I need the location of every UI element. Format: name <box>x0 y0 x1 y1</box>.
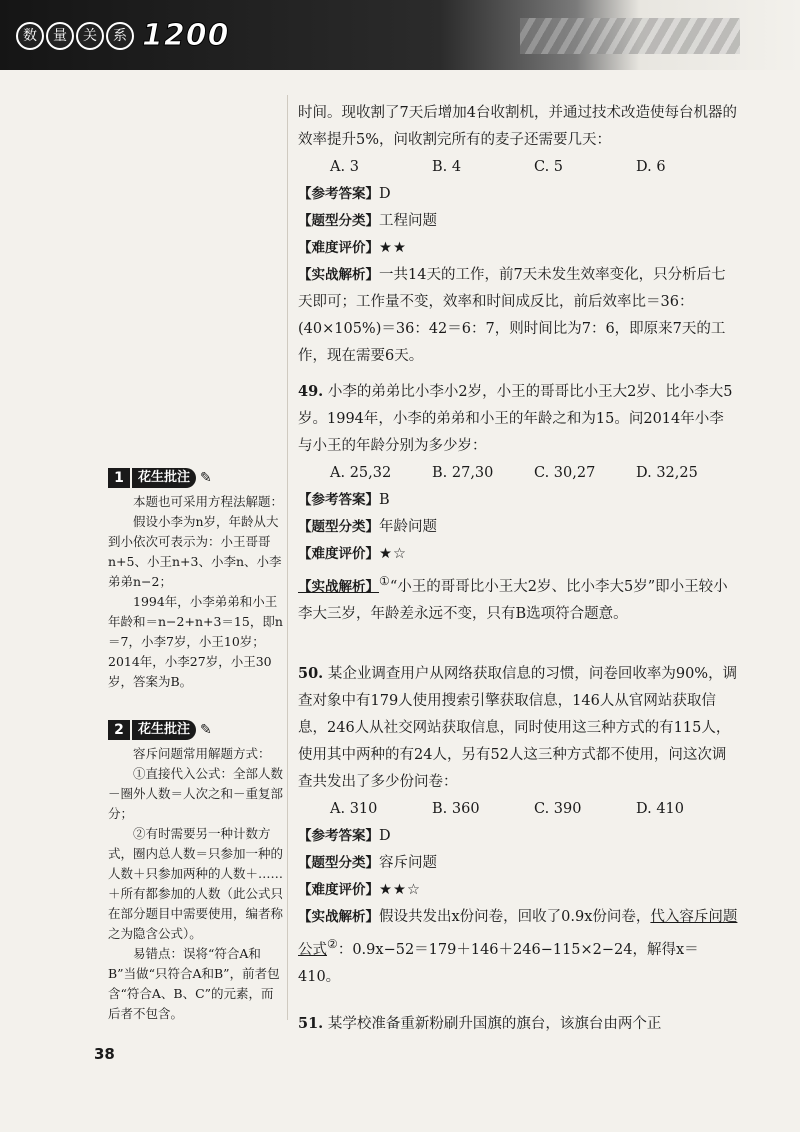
brand-char: 系 <box>106 22 134 50</box>
answer-value: D <box>379 186 391 202</box>
analysis-text: ：0.9x−52＝179＋146＋246−115×2−24，解得x＝410。 <box>298 941 699 985</box>
options-row <box>298 796 738 823</box>
option: B. 4 <box>432 159 462 175</box>
question-number: 50. <box>298 665 324 682</box>
note-line: ②有时需要另一种计数方式，圈内总人数＝只参加一种的人数＋只参加两种的人数＋……＋所有都参加的人数（此公式只在部分题目中需要使用，编者称之为隐含公式）。 <box>108 826 284 941</box>
answer-row <box>298 487 738 514</box>
difficulty-row <box>298 541 738 568</box>
question-48 <box>298 100 738 370</box>
note-reference-mark: ② <box>327 937 338 951</box>
note-line: ①直接代入公式：全部人数－圈外人数＝人次之和－重复部分； <box>108 766 284 821</box>
column-divider <box>287 95 288 1020</box>
note-reference-mark: ① <box>379 574 390 588</box>
difficulty-row <box>298 235 738 262</box>
option: D. 6 <box>636 159 666 175</box>
category-row <box>298 208 738 235</box>
options-row <box>298 460 738 487</box>
analysis-row <box>298 262 738 370</box>
note-text <box>108 492 283 692</box>
note-label: 花生批注 <box>132 468 196 488</box>
brand-char: 关 <box>76 22 104 50</box>
category-label: 【题型分类】 <box>298 519 379 535</box>
option: C. 390 <box>534 801 582 817</box>
note-line: 容斥问题常用解题方式： <box>133 746 271 761</box>
question-stem: 某学校准备重新粉刷升国旗的旗台，该旗台由两个正 <box>327 1016 662 1032</box>
brand-char: 数 <box>16 22 44 50</box>
option: A. 3 <box>330 159 359 175</box>
question-stem-row <box>298 660 738 796</box>
category-value: 年龄问题 <box>379 519 437 535</box>
sidebar-note-2 <box>108 720 283 1024</box>
question-50 <box>298 660 738 991</box>
note-text <box>108 744 283 1024</box>
category-label: 【题型分类】 <box>298 855 379 871</box>
note-line: 本题也可采用方程法解题： <box>133 494 284 509</box>
difficulty-stars: ★☆ <box>379 546 407 562</box>
brand-number: 1200 <box>142 18 230 53</box>
question-number: 49. <box>298 383 324 400</box>
analysis-text: 假设共发出x份问卷，回收了0.9x份问卷， <box>379 909 651 925</box>
question-stem-row <box>298 378 738 460</box>
answer-label: 【参考答案】 <box>298 186 379 202</box>
category-row <box>298 514 738 541</box>
analysis-label: 【实战解析】 <box>298 267 379 283</box>
formula-link-text: 代入容斥问题公式 <box>298 909 738 958</box>
option: D. 32,25 <box>636 465 698 481</box>
option: A. 25,32 <box>330 465 392 481</box>
difficulty-stars: ★★☆ <box>379 882 421 898</box>
category-value: 容斥问题 <box>379 855 437 871</box>
category-value: 工程问题 <box>379 213 437 229</box>
answer-label: 【参考答案】 <box>298 828 379 844</box>
answer-value: B <box>379 492 390 508</box>
question-number: 51. <box>298 1015 324 1032</box>
answer-value: D <box>379 828 391 844</box>
question-stem: 时间。现收割了7天后增加4台收割机，并通过技术改造使每台机器的效率提升5%，问收割完所有的麦子还需要几天： <box>298 105 737 148</box>
note-label: 花生批注 <box>132 720 196 740</box>
note-title <box>108 720 283 740</box>
option: B. 27,30 <box>432 465 494 481</box>
note-number-badge: 1 <box>108 468 130 488</box>
analysis-row <box>298 568 738 628</box>
question-stem: 某企业调查用户从网络获取信息的习惯，问卷回收率为90%，调查对象中有179人使用搜索引擎获取信息，146人从官网站获取信息，246人从社交网站获取信息，同时使用这三种方式的有115人，使用其中两种的有24人，另有52人这三种方式都不使用，问这次调查共发出了多少份问卷： <box>298 666 738 790</box>
difficulty-label: 【难度评价】 <box>298 882 379 898</box>
brand-char: 量 <box>46 22 74 50</box>
analysis-text: “小王的哥哥比小王大2岁、比小李大5岁”即小王较小李大三岁，年龄差永远不变，只有B选项符合题意。 <box>298 578 728 622</box>
book-brand <box>16 18 230 53</box>
page-number: 38 <box>94 1045 115 1063</box>
answer-row <box>298 823 738 850</box>
question-stem-row <box>298 1010 738 1038</box>
sidebar-note-1 <box>108 468 283 692</box>
note-title <box>108 468 283 488</box>
difficulty-label: 【难度评价】 <box>298 546 379 562</box>
analysis-row <box>298 904 738 991</box>
option: D. 410 <box>636 801 685 817</box>
question-stem: 小李的弟弟比小李小2岁，小王的哥哥比小王大2岁、比小李大5岁。1994年，小李的弟弟和小王的年龄之和为15。问2014年小李与小王的年龄分别为多少岁： <box>298 384 733 454</box>
option: C. 30,27 <box>534 465 596 481</box>
option: C. 5 <box>534 159 564 175</box>
answer-label: 【参考答案】 <box>298 492 379 508</box>
difficulty-stars: ★★ <box>379 240 407 256</box>
category-row <box>298 850 738 877</box>
analysis-label: 【实战解析】 <box>298 578 379 595</box>
note-line: 易错点：误将“符合A和B”当做“只符合A和B”，前者包含“符合A、B、C”的元素，而后者不包含。 <box>108 946 280 1021</box>
pen-icon: ✎ <box>200 470 212 486</box>
options-row <box>298 154 738 181</box>
option: B. 360 <box>432 801 480 817</box>
analysis-label: 【实战解析】 <box>298 909 379 925</box>
category-label: 【题型分类】 <box>298 213 379 229</box>
note-line: 1994年，小李弟弟和小王年龄和＝n−2+n+3＝15，即n＝7，小李7岁，小王10岁；2014年，小李27岁，小王30岁，答案为B。 <box>108 594 283 689</box>
note-line: 假设小李为n岁，年龄从大到小依次可表示为：小王哥哥n+5、小王n+3、小李n、小李弟弟n−2； <box>108 514 282 589</box>
difficulty-row <box>298 877 738 904</box>
header-band <box>0 0 800 70</box>
brand-title-chars <box>16 22 134 50</box>
answer-row <box>298 181 738 208</box>
question-51 <box>298 1010 738 1038</box>
difficulty-label: 【难度评价】 <box>298 240 379 256</box>
question-49 <box>298 378 738 628</box>
pen-icon: ✎ <box>200 722 212 738</box>
analysis-text: 一共14天的工作，前7天未发生效率变化，只分析后七天即可；工作量不变，效率和时间成反比，前后效率比＝36：(40×105%)＝36：42＝6：7，则时间比为7：6，即原来7天的工作，现在需要6天。 <box>298 267 726 364</box>
note-number-badge: 2 <box>108 720 130 740</box>
option: A. 310 <box>330 801 378 817</box>
